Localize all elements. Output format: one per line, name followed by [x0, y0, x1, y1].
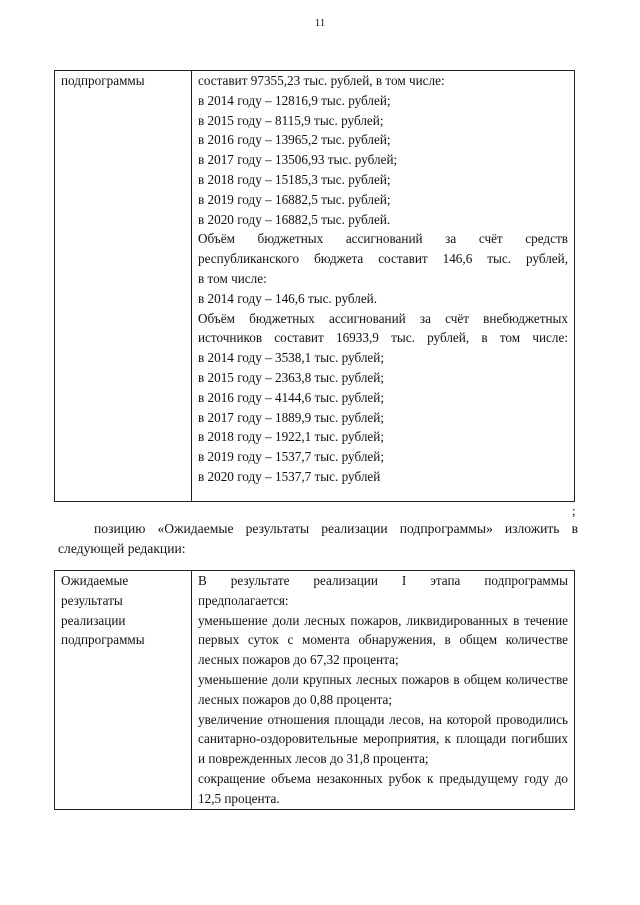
expected-results-cell: [192, 571, 575, 810]
result-item: уменьшение доли крупных лесных пожаров в общем количестве лесных пожаров до 0,88 процента;: [198, 671, 568, 707]
financing-table: [54, 70, 575, 502]
intro-line: В результате реализации I этапа подпрограммы: [198, 573, 568, 588]
row-label: подпрограммы: [61, 632, 145, 648]
row-label: реализации: [61, 612, 126, 628]
row-label: результаты: [61, 592, 123, 608]
result-item: уменьшение доли лесных пожаров, ликвидированных в течение первых суток с момента обнаружения, в общем количестве лесных пожаров до 67,32 процента;: [198, 612, 568, 668]
republican-budget-line: в том числе:: [198, 270, 267, 286]
year-line: в 2019 году – 16882,5 тыс. рублей;: [198, 191, 391, 207]
year-line: в 2020 году – 1537,7 тыс. рублей: [198, 468, 381, 484]
year-line: в 2015 году – 2363,8 тыс. рублей;: [198, 369, 384, 385]
year-line: в 2016 году – 13965,2 тыс. рублей;: [198, 132, 391, 148]
instruction-line: позицию «Ожидаемые результаты реализации подпрограммы» изложить в: [94, 521, 578, 536]
year-line: в 2017 году – 13506,93 тыс. рублей;: [198, 152, 398, 168]
year-line: в 2019 году – 1537,7 тыс. рублей;: [198, 449, 384, 465]
financing-content-cell: [192, 71, 575, 502]
year-line: в 2017 году – 1889,9 тыс. рублей;: [198, 409, 384, 425]
republican-budget-line: республиканского бюджета составит 146,6 тыс. рублей,: [198, 251, 568, 267]
year-line: в 2016 году – 4144,6 тыс. рублей;: [198, 389, 384, 405]
total-line: составит 97355,23 тыс. рублей, в том числе:: [198, 73, 445, 88]
expected-results-table: [54, 570, 575, 810]
year-line: в 2018 году – 15185,3 тыс. рублей;: [198, 171, 391, 187]
year-line: в 2018 году – 1922,1 тыс. рублей;: [198, 429, 384, 445]
page-number: 11: [314, 17, 326, 29]
year-line: в 2014 году – 12816,9 тыс. рублей;: [198, 92, 391, 108]
year-line: в 2020 году – 16882,5 тыс. рублей.: [198, 211, 391, 227]
result-item: сокращение объема незаконных рубок к предыдущему году до 12,5 процента.: [198, 770, 568, 806]
row-label-cell: [55, 571, 192, 810]
year-line: в 2014 году – 146,6 тыс. рублей.: [198, 290, 378, 306]
instruction-paragraph: [58, 519, 578, 559]
row-label-cell: [55, 71, 192, 502]
result-item: увеличение отношения площади лесов, на которой проводились санитарно-оздоровительные мероприятия, к площади погибших и поврежденных лесов до 31,8 процента;: [198, 711, 568, 767]
intro-line: предполагается:: [198, 592, 289, 608]
year-line: в 2014 году – 3538,1 тыс. рублей;: [198, 350, 384, 366]
row-label: подпрограммы: [61, 73, 145, 88]
instruction-line: следующей редакции:: [58, 541, 186, 556]
extrabudgetary-line: источников составит 16933,9 тыс. рублей, в том числе:: [198, 330, 568, 346]
extrabudgetary-line: Объём бюджетных ассигнований за счёт внебюджетных: [198, 310, 568, 326]
table-row: [55, 71, 575, 502]
republican-budget-line: Объём бюджетных ассигнований за счёт средств: [198, 231, 568, 247]
year-line: в 2015 году – 8115,9 тыс. рублей;: [198, 112, 384, 128]
semicolon-mark: ;: [572, 503, 576, 518]
row-label: Ожидаемые: [61, 573, 129, 588]
table-row: [55, 571, 575, 810]
